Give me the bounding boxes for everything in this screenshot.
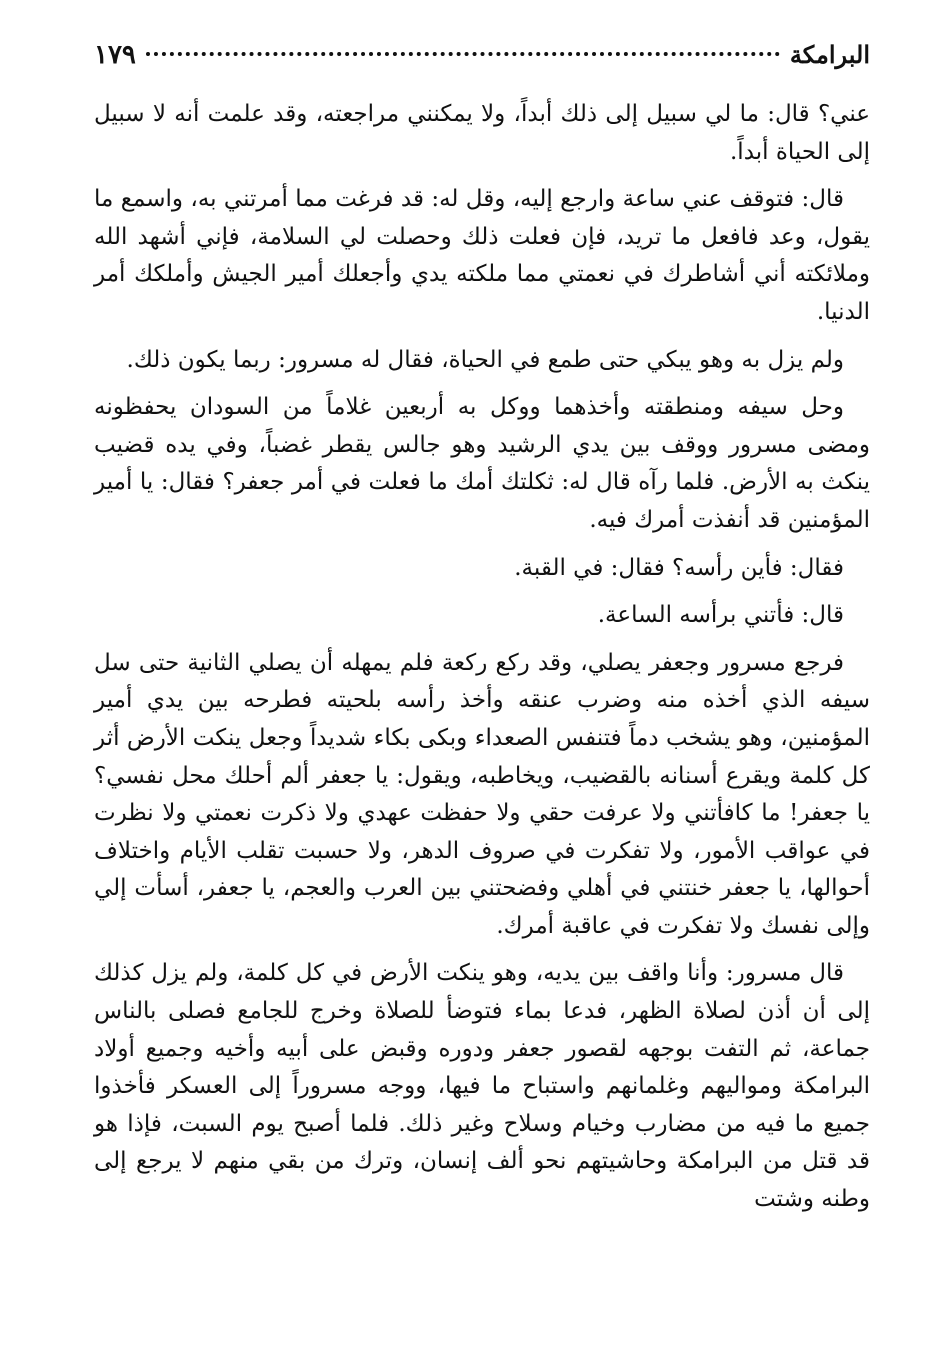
book-page [94, 40, 870, 1229]
chapter-title: البرامكة [789, 40, 870, 69]
paragraph: قال: فأتني برأسه الساعة. [597, 602, 844, 629]
dot-leader [146, 52, 780, 56]
page-body [94, 96, 870, 1219]
running-header [94, 40, 870, 88]
paragraph: وحل سيفه ومنطقته وأخذهما ووكل به أربعين غلاماً من السودان يحفظونه ومضى مسرور ووقف بين يدي الرشيد وهو جالس يقطر غضباً، وفي يده قضيب ينكث به الأرض. فلما رآه قال له: ثكلتك أمك ما فعلت في أمر جعفر؟ فقال: يا أمير المؤمنين قد أنفذت أمرك فيه. [94, 394, 870, 533]
paragraph: قال: فتوقف عني ساعة وارجع إليه، وقل له: قد فرغت مما أمرتني به، واسمع ما يقول، وعد فافعل ما تريد، فإن فعلت ذلك وحصلت لي السلامة، فإني أشهد الله وملائكته أني أشاطرك في نعمتي مما ملكته يدي وأجعلك أمير الجيش وأملكك أمر الدنيا. [94, 186, 870, 325]
paragraph: فقال: فأين رأسه؟ فقال: في القبة. [514, 554, 844, 581]
paragraph: فرجع مسرور وجعفر يصلي، وقد ركع ركعة فلم يمهله أن يصلي الثانية حتى سل سيفه الذي أخذه منه وضرب عنقه وأخذ رأسه بلحيته فطرحه بين يدي أمير المؤمنين، وهو يشخب دماً فتنفس الصعداء وبكى بكاء شديداً وجعل ينكت الأرض أثر كل كلمة ويقرع أسنانه بالقضيب، ويخاطبه، ويقول: يا جعفر ألم أحلك محل نفسي؟ يا جعفر! ما كافأتني ولا عرفت حقي ولا حفظت عهدي ولا ذكرت نعمتي ولا نظرت في عواقب الأمور، ولا تفكرت في صروف الدهر، ولا حسبت تقلب الأيام واختلاف أحوالها، يا جعفر خنتني في أهلي وفضحتني بين العرب والعجم، يا جعفر، أسأت إلي وإلى نفسك ولا تفكرت في عاقبة أمرك. [94, 649, 870, 939]
page-number: ١٧٩ [94, 40, 136, 70]
paragraph: قال مسرور: وأنا واقف بين يديه، وهو ينكت الأرض في كل كلمة، ولم يزل كذلك إلى أن أذن لصلاة الظهر، فدعا بماء فتوضأ للصلاة وخرج للجامع فصلى بالناس جماعة، ثم التفت بوجهه لقصور جعفر ودوره وقبض على أبيه وأخيه وجميع أولاد البرامكة ومواليهم وغلمانهم واستباح ما فيها، ووجه مسروراً إلى العسكر فأخذوا جميع ما فيه من مضارب وخيام وسلاح وغير ذلك. فلما أصبح يوم السبت، فإذا هو قد قتل من البرامكة وحاشيتهم نحو ألف إنسان، وترك من بقي منهم لا يرجع إلى وطنه وشتت [94, 960, 870, 1213]
paragraph: عني؟ قال: ما لي سبيل إلى ذلك أبداً، ولا يمكنني مراجعته، وقد علمت أنه لا سبيل إلى الحياة أبداً. [94, 101, 870, 165]
paragraph: ولم يزل به وهو يبكي حتى طمع في الحياة، فقال له مسرور: ربما يكون ذلك. [126, 346, 844, 373]
